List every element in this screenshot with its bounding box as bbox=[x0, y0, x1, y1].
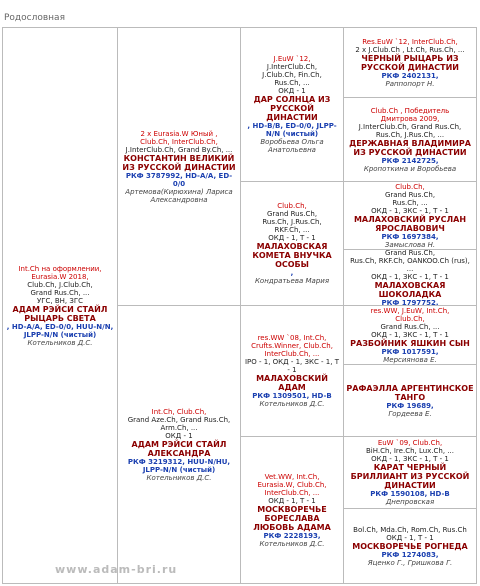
dog-owner: Кропоткина и Воробьева bbox=[363, 164, 457, 173]
dog-owner: Раппопорт Н. bbox=[385, 79, 435, 88]
dog-registration: РКФ 1274083, bbox=[381, 550, 439, 559]
dog-owner: Гордеева Е. bbox=[388, 409, 432, 418]
dog-name[interactable]: ДАР СОЛНЦА ИЗ РУССКОЙ ДИНАСТИИ bbox=[253, 95, 331, 122]
dog-title-link[interactable]: Int.Ch на оформлении, bbox=[18, 264, 102, 273]
dog-title-text: Rus.Ch, ... bbox=[392, 198, 428, 207]
dog-registration: , HD-A/A, ED-0/0, HUU-N/N, JLPP-N/N (чистый) bbox=[6, 322, 114, 339]
dog-title-text: Grand Rus.Ch, bbox=[384, 250, 436, 257]
dog-title-link[interactable]: Int.Ch, Club.Ch, bbox=[151, 407, 207, 416]
dog-registration: РКФ 1309501, HD-B bbox=[252, 392, 332, 400]
dog-registration: РКФ 1590108, HD-B bbox=[370, 490, 450, 498]
dog-title-text: 2 x J.Club.Ch , Lt.Ch, Rus.Ch, ... bbox=[355, 45, 465, 54]
dog-cell-11 bbox=[344, 306, 477, 365]
dog-cell-12 bbox=[344, 365, 477, 437]
dog-name[interactable]: ЧЕРНЫЙ РЫЦАРЬ ИЗ РУССКОЙ ДИНАСТИИ bbox=[360, 53, 460, 72]
dog-registration: , bbox=[290, 269, 294, 277]
dog-cell-10 bbox=[344, 250, 477, 306]
dog-title-link[interactable]: Res.EuW `12, InterClub.Ch, bbox=[362, 37, 458, 46]
dog-name[interactable]: МАЛАХОВСКАЯ КОМЕТА ВНУЧКА ОСОБЫ bbox=[252, 242, 332, 269]
dog-title-link[interactable]: Club.Ch, bbox=[277, 202, 307, 210]
dog-title-text: Grand Rus.Ch, ... bbox=[380, 322, 440, 331]
dog-title-text: Rus.Ch, ... bbox=[274, 79, 310, 87]
dog-title-link[interactable]: InterClub.Ch, ... bbox=[264, 350, 320, 358]
dog-name[interactable]: МАЛАХОВСКИЙ РУСЛАН ЯРОСЛАВОВИЧ bbox=[353, 214, 467, 233]
dog-title-text: ОКД - 1, ЗКС - 1, Т - 1 bbox=[371, 330, 449, 339]
dog-title-text: ОКД - 1, ЗКС - 1, Т - 1 bbox=[371, 206, 449, 215]
dog-name[interactable]: АДАМ РЭЙСИ СТАЙЛ РЫЦАРЬ СВЕТА bbox=[12, 304, 108, 323]
dog-owner: Воробьева Ольга Анатольевна bbox=[260, 138, 324, 154]
dog-title-link[interactable]: Vet.WW, Int.Ch, bbox=[264, 472, 320, 481]
dog-title-text: Club.Ch, J.Club.Ch, bbox=[27, 280, 93, 289]
page-title: Родословная bbox=[4, 13, 65, 23]
dog-owner: Котельников Д.С. bbox=[259, 400, 325, 408]
dog-owner: Котельников Д.С. bbox=[259, 539, 325, 548]
dog-name[interactable]: КОНСТАНТИН ВЕЛИКИЙ ИЗ РУССКОЙ ДИНАСТИИ bbox=[122, 153, 236, 172]
dog-owner: Замыслова Н. bbox=[384, 240, 436, 249]
dog-owner: Яценко Г., Гришкова Г. bbox=[367, 558, 453, 567]
dog-registration: РКФ 1697384, bbox=[381, 232, 439, 241]
dog-name[interactable]: КАРАТ ЧЕРНЫЙ БРИЛЛИАНТ ИЗ РУССКОЙ ДИНАСТИИ bbox=[350, 463, 470, 490]
dog-owner: Артемова(Кирюхина) Лариса Александровна bbox=[125, 187, 233, 204]
dog-title-link[interactable]: Дмитрова 2009, bbox=[380, 114, 440, 123]
dog-title-link[interactable]: Eurasia.W, Club.Ch, bbox=[257, 480, 327, 489]
dog-title-link[interactable]: J.EuW `12, bbox=[273, 55, 311, 63]
dog-registration: РКФ 3787992, HD-A/A, ED-0/0 bbox=[125, 171, 233, 188]
dog-owner: Днепровская bbox=[385, 498, 435, 506]
pedigree-table bbox=[2, 27, 477, 584]
dog-owner: Котельников Д.С. bbox=[27, 338, 93, 347]
dog-title-text: RKF.Ch, ... bbox=[274, 226, 310, 234]
dog-cell-2 bbox=[118, 306, 241, 584]
dog-title-text: IPO - 1, ОКД - 1, ЗКС - 1, Т - 1 bbox=[244, 358, 339, 374]
dog-cell-4 bbox=[241, 182, 344, 306]
dog-owner: Котельников Д.С. bbox=[146, 473, 212, 482]
dog-title-text: ОКД - 1, ЗКС - 1, Т - 1 bbox=[371, 455, 449, 463]
dog-cell-7 bbox=[344, 28, 477, 98]
dog-title-link[interactable]: Club.Ch, bbox=[395, 314, 425, 323]
dog-title-link[interactable]: res.WW, J.EuW, Int.Ch, bbox=[370, 306, 450, 315]
dog-title-text: ОКД - 1, Т - 1 bbox=[268, 496, 316, 505]
dog-registration: РКФ 2402131, bbox=[381, 71, 439, 80]
dog-registration: РКФ 3219312, HUU-N/HU, JLPP-N/N (чистый) bbox=[127, 457, 231, 474]
dog-title-text: Grand Rus.Ch, bbox=[384, 190, 436, 199]
dog-title-link[interactable]: 2 x Eurasia.W Юный , bbox=[140, 129, 218, 138]
dog-title-link[interactable]: InterClub.Ch, ... bbox=[264, 488, 320, 497]
dog-title-link[interactable]: Crufts.Winner, Club.Ch, bbox=[251, 342, 333, 350]
dog-name[interactable]: МОСКВОРЕЧЬЕ БОРЕСЛАВА ЛЮБОВЬ АДАМА bbox=[253, 504, 331, 532]
dog-title-text: J.InterClub.Ch, Grand Rus.Ch, bbox=[358, 122, 462, 131]
dog-title-text: ОКД - 1, Т - 1 bbox=[386, 533, 434, 542]
dog-title-link[interactable]: EuW `09, Club.Ch, bbox=[377, 439, 443, 447]
dog-cell-6 bbox=[241, 437, 344, 584]
dog-name[interactable]: МОСКВОРЕЧЬЕ РОГНЕДА bbox=[352, 541, 468, 551]
dog-title-text: УГС, ВН, ЗГС bbox=[36, 296, 84, 305]
dog-title-text: ОКД - 1, Т - 1 bbox=[268, 234, 316, 242]
dog-name[interactable]: РАФАЭЛЛА АРГЕНТИНСКОЕ ТАНГО bbox=[346, 383, 474, 402]
dog-cell-0 bbox=[3, 28, 118, 584]
dog-title-link[interactable]: Club.Ch, bbox=[395, 182, 425, 191]
dog-title-text: ОКД - 1, ЗКС - 1, Т - 1 bbox=[371, 272, 449, 281]
dog-name[interactable]: МАЛАХОВСКАЯ ШОКОЛАДКА bbox=[374, 280, 446, 299]
dog-title-text: Grand Rus.Ch, bbox=[266, 210, 318, 218]
dog-title-text: Rus.Ch, J.Rus.Ch, bbox=[262, 218, 322, 226]
dog-registration: РКФ 1797752, bbox=[381, 298, 439, 306]
dog-name[interactable]: ДЕРЖАВНАЯ ВЛАДИМИРА ИЗ РУССКОЙ ДИНАСТИИ bbox=[349, 138, 471, 157]
watermark: www.adam-bri.ru bbox=[55, 563, 178, 576]
dog-title-text: ОКД - 1 bbox=[165, 431, 193, 440]
dog-title-text: J.InterClub.Ch, bbox=[266, 63, 318, 71]
dog-registration: РКФ 19689, bbox=[386, 401, 434, 410]
dog-title-text: Rus.Ch, J.Rus.Ch, ... bbox=[375, 130, 445, 139]
dog-registration: РКФ 1017591, bbox=[381, 347, 439, 356]
dog-registration: РКФ 2228193, bbox=[263, 531, 321, 540]
dog-title-text: Grand Aze.Ch, Grand Rus.Ch, Arm.Ch, ... bbox=[127, 415, 231, 432]
dog-title-text: J.InterClub.Ch, Grand By.Ch, ... bbox=[125, 145, 233, 154]
dog-title-link[interactable]: Eurasia.W 2018, bbox=[31, 272, 89, 281]
dog-owner: Кондратьева Мария bbox=[254, 277, 330, 285]
dog-title-text: ОКД - 1 bbox=[278, 87, 306, 95]
dog-cell-13 bbox=[344, 437, 477, 509]
dog-name[interactable]: РАЗБОЙНИК ЯШКИН СЫН bbox=[350, 338, 470, 348]
dog-cell-9 bbox=[344, 182, 477, 250]
dog-title-text: J.Club.Ch, Fin.Ch, bbox=[262, 71, 322, 79]
dog-owner: Мерсиянова Е. bbox=[383, 355, 437, 364]
dog-title-text: Grand Rus.Ch, ... bbox=[30, 288, 90, 297]
dog-title-text: Bol.Ch, Mda.Ch, Rom.Ch, Rus.Ch bbox=[353, 525, 467, 534]
dog-registration: , HD-B/B, ED-0/0, JLPP-N/N (чистый) bbox=[247, 122, 337, 138]
dog-cell-14 bbox=[344, 509, 477, 584]
dog-name[interactable]: МАЛАХОВСКИЙ АДАМ bbox=[256, 374, 328, 392]
dog-cell-1 bbox=[118, 28, 241, 306]
dog-title-text: Rus.Ch, RKF.Ch, OANKOO.Ch (rus), ... bbox=[350, 256, 470, 273]
dog-cell-8 bbox=[344, 98, 477, 182]
dog-title-link[interactable]: Club.Ch, InterClub.Ch, bbox=[140, 137, 218, 146]
dog-registration: РКФ 2142725, bbox=[381, 156, 439, 165]
dog-title-link[interactable]: Club.Ch , Победитель bbox=[370, 106, 450, 115]
dog-cell-5 bbox=[241, 306, 344, 437]
dog-name[interactable]: АДАМ РЭЙСИ СТАЙЛ АЛЕКСАНДРА bbox=[131, 439, 227, 458]
dog-title-link[interactable]: res.WW `08, Int.Ch, bbox=[257, 334, 327, 342]
dog-cell-3 bbox=[241, 28, 344, 182]
dog-title-text: BiH.Ch, Ire.Ch, Lux.Ch, ... bbox=[365, 447, 454, 455]
